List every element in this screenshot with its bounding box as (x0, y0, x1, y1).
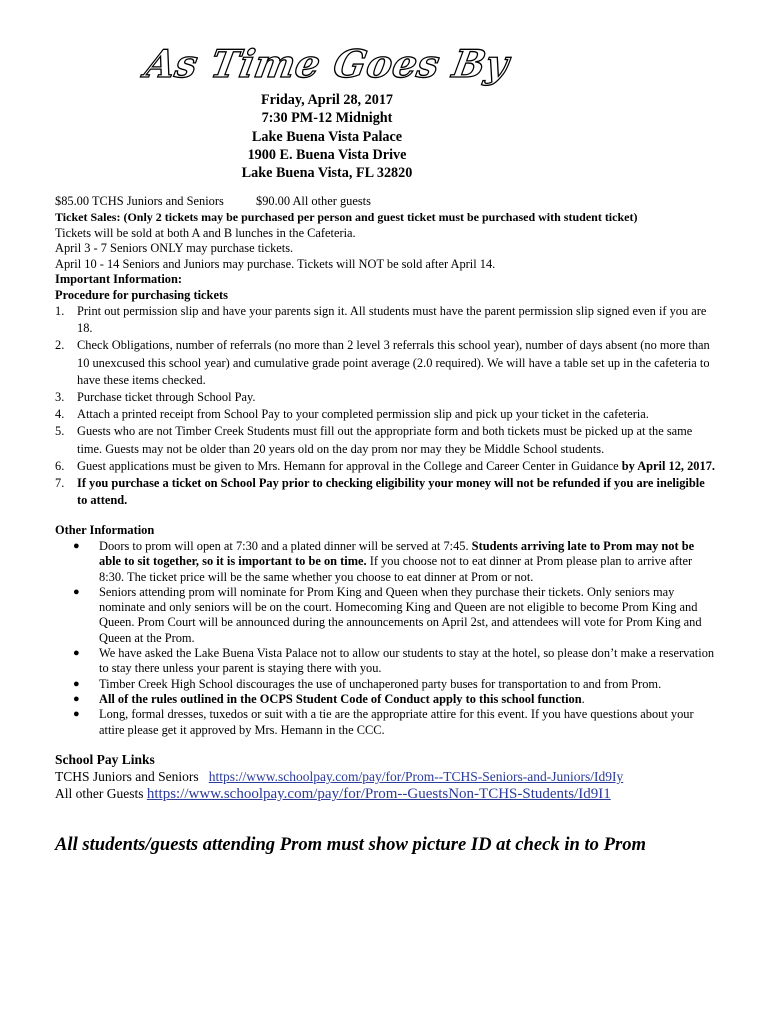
other-info-item: ● Doors to prom will open at 7:30 and a plated dinner will be served at 7:45. Students arriving late to Prom may not be able to sit together, so it is important to be on time. If you choose not to eat dinner at Prom please plan to arrive after 8:30. The ticket price will be the same whether you choose to eat dinner at Prom or not. (73, 538, 695, 584)
ticket-sales-line: April 3 - 7 Seniors ONLY may purchase tickets. (55, 241, 294, 255)
event-city: Lake Buena Vista, FL 32820 (241, 165, 413, 182)
other-info-item: ● All of the rules outlined in the OCPS Student Code of Conduct apply to this school function. (73, 691, 585, 706)
ticket-sales-heading: Ticket Sales: (Only 2 tickets may be purchased per person and guest ticket must be purchased with student ticket) (55, 210, 638, 224)
ticket-prices (55, 194, 715, 210)
other-info-item: ● We have asked the Lake Buena Vista Palace not to allow our students to stay at the hotel, so please don’t make a reservation to stay there unless your parent is staying there with you. (73, 646, 715, 676)
event-venue: Lake Buena Vista Palace (251, 128, 403, 145)
school-pay-heading: School Pay Links (55, 751, 155, 767)
event-time: 7:30 PM-12 Midnight (261, 110, 393, 127)
procedure-item: 6. Guest applications must be given to Mrs. Hemann for approval in the College and Career Center in Guidance by April 12, 2017. (55, 458, 715, 473)
procedure-item: 2. Check Obligations, number of referrals (no more than 2 level 3 referrals this school year), number of days absent (no more than 10 unexcused this school year) and cumulative grade point average (2.0 required). We will have a table set up in the cafeteria to have these items checked. (55, 338, 710, 387)
event-date: Friday, April 28, 2017 (260, 92, 394, 108)
important-heading: Important Information: (55, 272, 182, 286)
school-pay-students-label: TCHS Juniors and Seniors (55, 768, 209, 784)
procedure-list (55, 303, 715, 509)
school-pay-guests-link[interactable]: https://www.schoolpay.com/pay/for/Prom--GuestsNon-TCHS-Students/Id9I1 (146, 785, 611, 802)
other-info-heading: Other Information (55, 523, 155, 538)
school-pay-students-row (55, 768, 715, 785)
id-notice: All students/guests attending Prom must show picture ID at check in to Prom (55, 833, 646, 855)
school-pay-guests-row (55, 785, 715, 803)
bullet-icon: ● (73, 677, 80, 690)
ticket-sales-line: April 10 - 14 Seniors and Juniors may purchase. Tickets will NOT be sold after April 14. (55, 256, 496, 271)
school-pay-guests-label: All other Guests (55, 785, 147, 801)
procedure-item: 4. Attach a printed receipt from School Pay to your completed permission slip and pick up your ticket in the cafeteria. (55, 407, 649, 422)
bullet-icon: ● (73, 708, 80, 721)
price-guests: $90.00 All other guests (256, 194, 371, 208)
price-students: $85.00 TCHS Juniors and Seniors (55, 194, 224, 208)
procedure-item: 3. Purchase ticket through School Pay. (55, 390, 256, 405)
bullet-icon: ● (73, 539, 80, 552)
other-info-item: ● Timber Creek High School discourages the use of unchaperoned party buses for transportation to and from Prom. (73, 676, 662, 691)
procedure-item: 5. Guests who are not Timber Creek Students must fill out the appropriate form and both tickets must be picked up at the same time. Guests may not be older than 20 years old on the day prom nor may they be Middle School students. (55, 424, 693, 456)
event-street: 1900 E. Buena Vista Drive (247, 146, 407, 163)
ticket-sales-line: Tickets will be sold at both A and B lunches in the Cafeteria. (55, 225, 356, 240)
event-details (0, 91, 712, 182)
other-info-item: ● Long, formal dresses, tuxedos or suit with a tie are the appropriate attire for this event. If you have questions about your attire please get it approved by Mrs. Hemann in the CCC. (73, 707, 694, 737)
procedure-item: 7. If you purchase a ticket on School Pay prior to checking eligibility your money will not be refunded if you are ineligible to attend. (55, 476, 705, 508)
bullet-icon: ● (73, 647, 80, 660)
procedure-item: 1. Print out permission slip and have your parents sign it. All students must have the parent permission slip signed even if you are 18. (55, 304, 707, 336)
other-info-list (55, 539, 715, 738)
bullet-icon: ● (73, 585, 80, 598)
bullet-icon: ● (73, 692, 80, 705)
other-info-item: ● Seniors attending prom will nominate for Prom King and Queen when they purchase their tickets. Only seniors may nominate and only seniors will be on the court. Homecoming King and Queen are not eligible to become Prom King and Queen. Prom Court will be announced during the announcements on April 2st, and attendees will vote for Prom King and Queen at the Prom. (73, 584, 702, 645)
event-title: As Time Goes By (141, 41, 513, 86)
school-pay-students-link[interactable]: https://www.schoolpay.com/pay/for/Prom--TCHS-Seniors-and-Juniors/Id9Iy (208, 768, 624, 784)
procedure-heading: Procedure for purchasing tickets (55, 287, 228, 302)
